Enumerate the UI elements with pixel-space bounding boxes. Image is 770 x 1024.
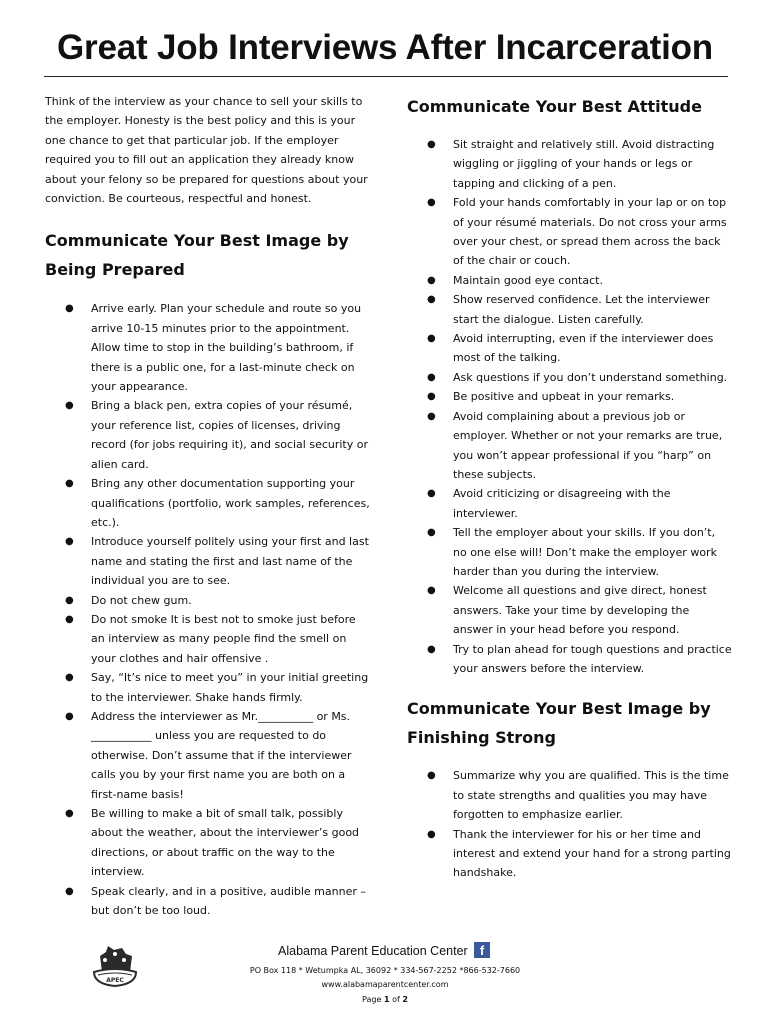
finishing-strong-list bbox=[407, 766, 732, 882]
best-attitude-list bbox=[407, 135, 732, 678]
being-prepared-list bbox=[45, 299, 370, 920]
list-item-text: Thank the interviewer for his or her time and interest and extend your hand for a strong parting handshake. bbox=[453, 827, 731, 880]
page-of: of bbox=[392, 995, 400, 1004]
list-item bbox=[407, 825, 732, 883]
list-item bbox=[407, 387, 732, 406]
bullet-icon: ● bbox=[65, 808, 74, 819]
list-item-text: Bring a black pen, extra copies of your résumé, your reference list, copies of licenses, driving record (for jobs requiring it), and social security or alien card. bbox=[91, 399, 369, 471]
list-item-text: Avoid interrupting, even if the interviewer does most of the talking. bbox=[453, 332, 714, 365]
left-column bbox=[45, 92, 370, 920]
list-item bbox=[45, 668, 370, 707]
list-item bbox=[407, 290, 732, 329]
list-item-text: Sit straight and relatively still. Avoid distracting wiggling or jiggling of your hands or legs or tapping and clicking of a pen. bbox=[453, 138, 715, 190]
list-item-text: Tell the employer about your skills. If you don’t, no one else will! Don’t make the employer work harder than you during the interview. bbox=[453, 526, 717, 578]
bullet-icon: ● bbox=[427, 828, 436, 840]
bullet-icon: ● bbox=[427, 585, 436, 597]
list-item-text: Address the interviewer as Mr.__________ or Ms. ___________ unless you are requested to do otherwise. Don’t assume that if the interviewer calls you by your first name you are both on a first-name basis! bbox=[91, 709, 352, 801]
page-number bbox=[0, 995, 770, 1004]
bullet-icon: ● bbox=[427, 527, 436, 539]
list-item bbox=[45, 707, 370, 804]
list-item-text: Do not chew gum. bbox=[91, 593, 192, 607]
page-total: 2 bbox=[402, 995, 408, 1004]
list-item bbox=[45, 882, 370, 921]
page-prefix: Page bbox=[362, 995, 382, 1004]
list-item-text: Bring any other documentation supporting your qualifications (portfolio, work samples, references, etc.). bbox=[91, 477, 370, 529]
bullet-icon: ● bbox=[65, 594, 74, 606]
bullet-icon: ● bbox=[65, 536, 74, 548]
bullet-icon: ● bbox=[65, 710, 74, 722]
section-heading-being-prepared: Communicate Your Best Image by Being Prepared bbox=[45, 231, 349, 280]
list-item bbox=[407, 484, 732, 523]
title-underline bbox=[44, 76, 728, 77]
list-item bbox=[407, 407, 732, 485]
list-item bbox=[45, 299, 370, 396]
bullet-icon: ● bbox=[427, 333, 436, 345]
bullet-icon: ● bbox=[65, 672, 74, 684]
bullet-icon: ● bbox=[427, 643, 436, 655]
bullet-icon: ● bbox=[427, 139, 436, 150]
right-column bbox=[407, 92, 732, 883]
organization-name: Alabama Parent Education Center bbox=[278, 944, 468, 958]
list-item bbox=[407, 368, 732, 387]
facebook-icon[interactable]: f bbox=[474, 942, 490, 958]
bullet-icon: ● bbox=[65, 400, 74, 412]
page-current: 1 bbox=[383, 995, 390, 1004]
list-item bbox=[407, 271, 732, 290]
list-item-text: Speak clearly, and in a positive, audible manner – but don’t be too loud. bbox=[91, 884, 366, 918]
list-item-text: Summarize why you are qualified. This is the time to state strengths and qualities you may have forgotten to emphasize earlier. bbox=[453, 769, 729, 822]
footer-address: PO Box 118 * Wetumpka AL, 36092 * 334-567-2252 *866-532-7660 bbox=[249, 966, 521, 975]
list-item-text: Be willing to make a bit of small talk, possibly about the weather, about the interviewer’s good directions, or about traffic on the way to the interview. bbox=[91, 807, 360, 879]
list-item bbox=[45, 591, 370, 610]
list-item bbox=[407, 135, 732, 193]
list-item-text: Try to plan ahead for tough questions and practice your answers before the interview. bbox=[453, 642, 732, 675]
bullet-icon: ● bbox=[65, 478, 74, 490]
bullet-icon: ● bbox=[427, 391, 436, 403]
list-item bbox=[407, 640, 732, 679]
list-item bbox=[45, 474, 370, 532]
intro-paragraph: Think of the interview as your chance to sell your skills to the employer. Honesty is the best policy and this is your one chance to get that particular job. If the employer required you to fill out an application they already know about your felony so be prepared for questions about your conviction. Be courteous, respectful and honest. bbox=[45, 95, 368, 206]
list-item bbox=[407, 523, 732, 581]
list-item-text: Introduce yourself politely using your first and last name and stating the first and last name of the individual you are to see. bbox=[91, 535, 369, 588]
list-item bbox=[407, 766, 732, 824]
list-item bbox=[407, 329, 732, 368]
list-item-text: Say, “It’s nice to meet you” in your initial greeting to the interviewer. Shake hands firmly. bbox=[91, 671, 369, 704]
bullet-icon: ● bbox=[65, 613, 74, 625]
list-item-text: Avoid criticizing or disagreeing with the interviewer. bbox=[453, 487, 671, 520]
section-heading-finishing-strong: Communicate Your Best Image by Finishing Strong bbox=[407, 699, 711, 748]
list-item-text: Maintain good eye contact. bbox=[453, 273, 603, 287]
list-item-text: Ask questions if you don’t understand something. bbox=[453, 370, 728, 384]
list-item-text: Fold your hands comfortably in your lap or on top of your résumé materials. Do not cross your arms over your chest, or spread them across the back of the chair or couch. bbox=[453, 196, 727, 268]
bullet-icon: ● bbox=[65, 885, 74, 897]
bullet-icon: ● bbox=[427, 274, 436, 286]
svg-text:APEC: APEC bbox=[106, 977, 124, 984]
bullet-icon: ● bbox=[427, 197, 436, 209]
list-item bbox=[45, 804, 370, 882]
footer-website: www.alabamaparentcenter.com bbox=[321, 980, 449, 989]
bullet-icon: ● bbox=[427, 371, 436, 383]
document-title: Great Job Interviews After Incarceration bbox=[57, 28, 713, 67]
list-item bbox=[45, 396, 370, 474]
bullet-icon: ● bbox=[65, 303, 74, 315]
bullet-icon: ● bbox=[427, 488, 436, 500]
bullet-icon: ● bbox=[427, 770, 436, 782]
list-item bbox=[45, 610, 370, 668]
bullet-icon: ● bbox=[427, 410, 436, 422]
list-item-text: Be positive and upbeat in your remarks. bbox=[453, 390, 675, 404]
list-item-text: Do not smoke It is best not to smoke just before an interview as many people find the smell on your clothes and hair offensive . bbox=[91, 612, 356, 665]
list-item-text: Arrive early. Plan your schedule and route so you arrive 10-15 minutes prior to the appointment. Allow time to stop in the building’s bathroom, if there is a public one, for a last-minute check on your appearance. bbox=[91, 302, 362, 394]
bullet-icon: ● bbox=[427, 294, 436, 306]
list-item bbox=[45, 532, 370, 590]
list-item-text: Avoid complaining about a previous job or employer. Whether or not your remarks are true, you won’t appear professional if you “harp” on these subjects. bbox=[453, 409, 723, 481]
section-heading-best-attitude: Communicate Your Best Attitude bbox=[407, 97, 702, 116]
list-item bbox=[407, 581, 732, 639]
list-item-text: Show reserved confidence. Let the interviewer start the dialogue. Listen carefully. bbox=[453, 293, 710, 326]
list-item bbox=[407, 193, 732, 271]
list-item-text: Welcome all questions and give direct, honest answers. Take your time by developing the answer in your head before you respond. bbox=[453, 584, 707, 637]
